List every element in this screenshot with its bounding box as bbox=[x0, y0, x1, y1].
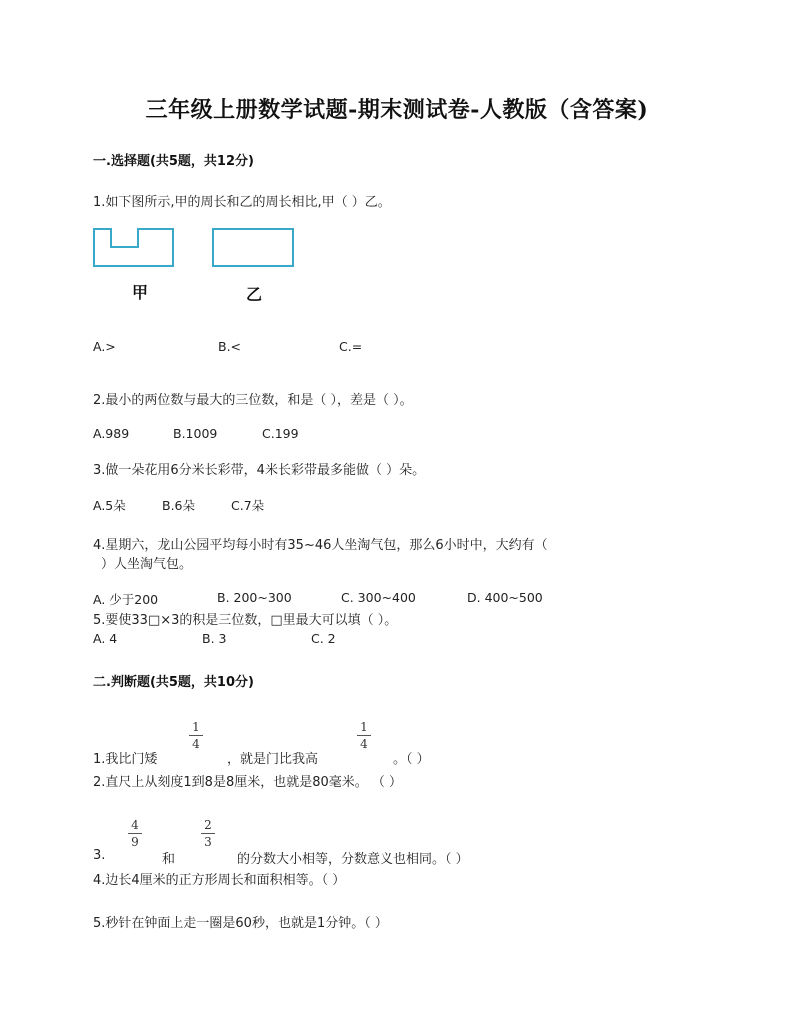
shape-yi-outline bbox=[213, 229, 293, 266]
question-1-4-line1: 4.星期六，龙山公园平均每小时有35~46人坐淘气包，那么6小时中，大约有（ bbox=[93, 538, 548, 553]
question-2-2: 2.直尺上从刻度1到8是8厘米，也就是80毫米。 （ ） bbox=[93, 775, 403, 790]
question-1-5: 5.要使33□×3的积是三位数，□里最大可以填（ ）。 bbox=[93, 613, 398, 628]
fraction-2-3-b bbox=[199, 818, 217, 849]
option-1-4-a: A. 少于200 bbox=[93, 592, 159, 607]
fraction-denominator: 4 bbox=[360, 737, 368, 751]
option-1-1-c: C.= bbox=[339, 339, 363, 354]
question-2-3-part1: 3. bbox=[93, 848, 106, 863]
question-2-5: 5.秒针在钟面上走一圈是60秒，也就是1分钟。（ ） bbox=[93, 916, 388, 931]
option-1-4-b: B. 200~300 bbox=[217, 590, 292, 605]
option-1-5-a: A. 4 bbox=[93, 631, 118, 646]
section-heading-choice: 一.选择题(共5题，共12分) bbox=[93, 154, 254, 169]
option-1-4-d: D. 400~500 bbox=[467, 590, 543, 605]
fraction-bar bbox=[201, 833, 215, 834]
question-1-3: 3.做一朵花用6分米长彩带，4米长彩带最多能做（ ）朵。 bbox=[93, 463, 426, 478]
section-heading-judgment: 二.判断题(共5题，共10分) bbox=[93, 675, 254, 690]
question-2-1-part3: 。（ ） bbox=[393, 752, 430, 767]
option-1-5-c: C. 2 bbox=[311, 631, 336, 646]
option-1-3-b: B.6朵 bbox=[162, 498, 196, 513]
option-1-1-a: A.> bbox=[93, 339, 116, 354]
option-1-3-c: C.7朵 bbox=[231, 498, 265, 513]
option-1-3-a: A.5朵 bbox=[93, 498, 126, 513]
fraction-2-1-b bbox=[355, 720, 373, 751]
option-1-4-c: C. 300~400 bbox=[341, 590, 416, 605]
option-1-2-c: C.199 bbox=[262, 426, 299, 441]
question-2-3-part3: 的分数大小相等，分数意义也相同。（ ） bbox=[237, 852, 469, 867]
fraction-denominator: 3 bbox=[204, 835, 212, 849]
fraction-denominator: 9 bbox=[131, 835, 139, 849]
question-2-4: 4.边长4厘米的正方形周长和面积相等。（ ） bbox=[93, 873, 346, 888]
page-title: 三年级上册数学试题-期末测试卷-人教版（含答案) bbox=[145, 97, 649, 123]
option-1-5-b: B. 3 bbox=[202, 631, 227, 646]
option-1-2-a: A.989 bbox=[93, 426, 130, 441]
shape-jia-outline bbox=[94, 229, 173, 266]
question-1-2: 2.最小的两位数与最大的三位数，和是（ ），差是（ ）。 bbox=[93, 393, 413, 408]
shape-jia-label: 甲 bbox=[132, 283, 149, 302]
question-2-3-part2: 和 bbox=[162, 852, 176, 867]
fraction-2-1-a bbox=[187, 720, 205, 751]
option-1-1-b: B.< bbox=[218, 339, 242, 354]
fraction-numerator: 4 bbox=[131, 818, 139, 832]
fraction-bar bbox=[189, 735, 203, 736]
question-2-1-part1: 1.我比门矮 bbox=[93, 752, 158, 767]
shape-yi-label: 乙 bbox=[246, 285, 263, 304]
fraction-bar bbox=[128, 833, 142, 834]
fraction-bar bbox=[357, 735, 371, 736]
fraction-numerator: 1 bbox=[192, 720, 200, 734]
fraction-2-3-a bbox=[126, 818, 144, 849]
fraction-denominator: 4 bbox=[192, 737, 200, 751]
option-1-2-b: B.1009 bbox=[173, 426, 218, 441]
fraction-numerator: 1 bbox=[360, 720, 368, 734]
fraction-numerator: 2 bbox=[204, 818, 212, 832]
question-2-1-part2: ，就是门比我高 bbox=[227, 752, 319, 767]
question-1-4-line2: ）人坐淘气包。 bbox=[101, 557, 193, 572]
perimeter-shapes-figure bbox=[92, 227, 297, 269]
question-1-1: 1.如下图所示,甲的周长和乙的周长相比,甲（ ）乙。 bbox=[93, 195, 391, 210]
